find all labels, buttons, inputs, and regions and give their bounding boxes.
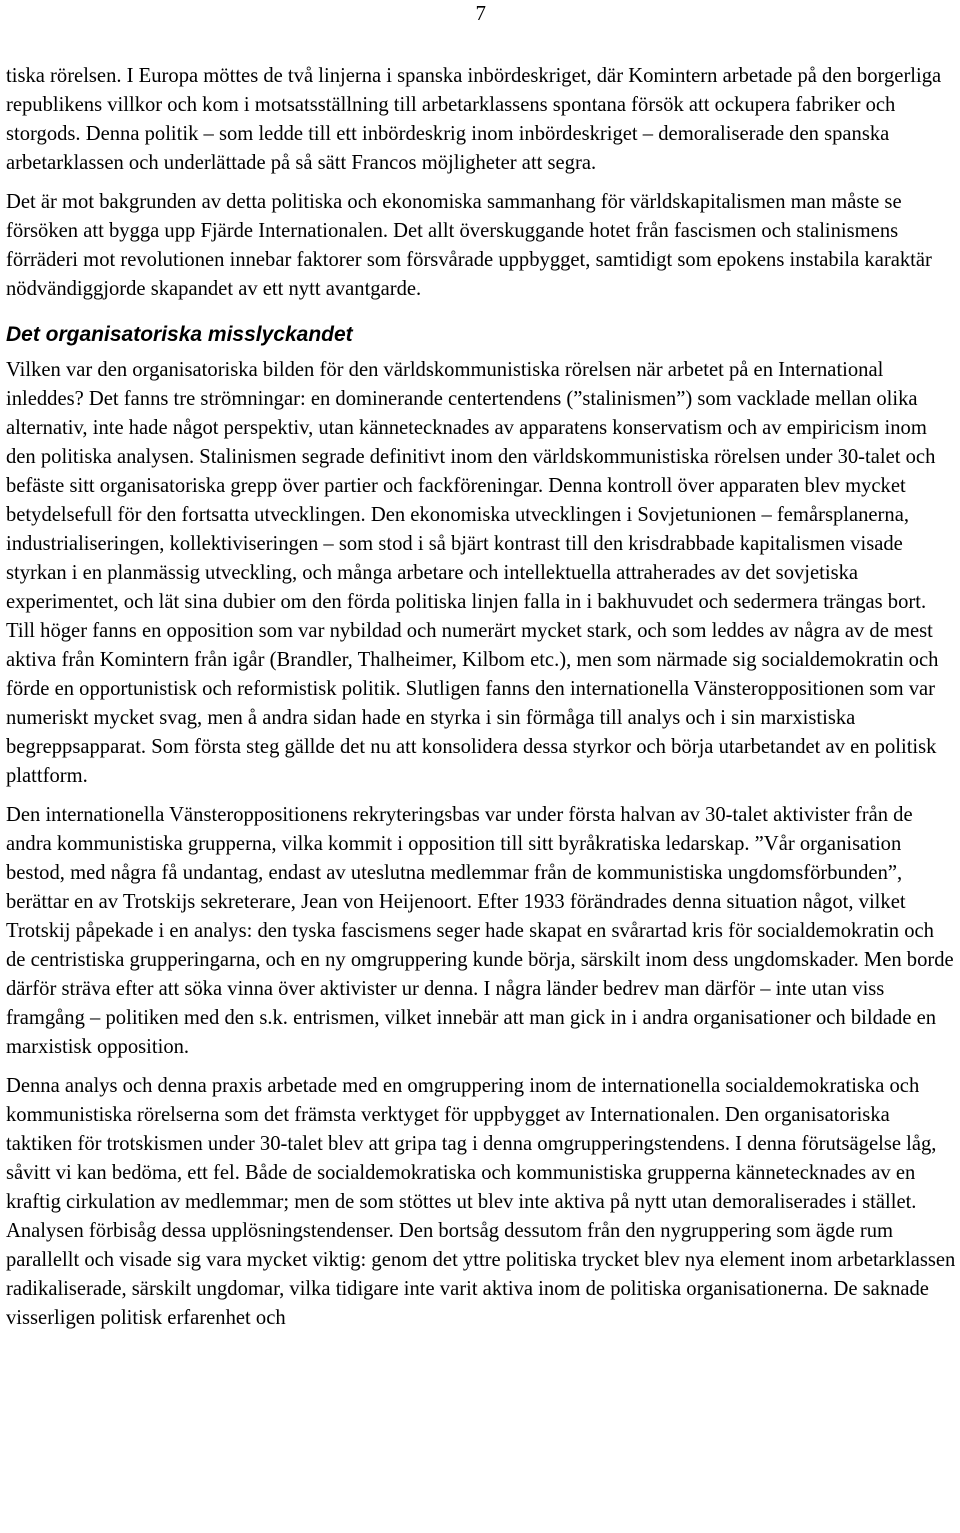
paragraph: Vilken var den organisatoriska bilden för den världskommunistiska rörelsen när arbetet på en International inleddes? Det fanns tre strömningar: en dominerande centertendens (”stalinismen”) som vacklade mellan olika alternativ, inte hade något perspektiv, utan kännetecknades av apparatens konservatism och av empiricism inom den politiska analysen. Stalinismen segrade definitivt inom den världskommunistiska rörelsen under 30-talet och befäste sitt organisatoriska grepp över partier och fackföreningar. Denna kontroll över apparaten blev mycket betydelsefull för den fortsatta utvecklingen. Den ekonomiska utvecklingen i Sovjetunionen – femårsplanerna, industrialiseringen, kollektiviseringen – som stod i så bjärt kontrast till den krisdrabbade kapitalismen visade styrkan i en planmässig utveckling, och många arbetare och intellektuella attraherades av det sovjetiska experimentet, och lät sina dubier om den förda politiska linjen falla in i bakhuvudet och sedermera trängas bort. Till höger fanns en opposition som var nybildad och numerärt mycket stark, och som leddes av några av de mest aktiva från Komintern från igår (Brandler, Thalheimer, Kilbom etc.), men som närmade sig socialdemokratin och förde en opportunistisk och reformistisk politik. Slutligen fanns den internationella Vänsteroppositionen som var numeriskt mycket svag, men å andra sidan hade en styrka i sin förmåga till analys och i sin marxistiska begreppsapparat. Som första steg gällde det nu att konsolidera dessa styrkor och börja utarbetandet av en politisk plattform. xyxy=(6,359,939,787)
paragraph: Denna analys och denna praxis arbetade med en omgruppering inom de internationella socialdemokratiska och kommunistiska rörelserna som det främsta verktyget för uppbygget av Internationalen. Den organisatoriska taktiken för trotskismen under 30-talet blev att gripa tag i denna omgrupperingstendens. I denna förutsägelse låg, såvitt vi kan bedöma, ett fel. Både de socialdemokratiska och kommunistiska grupperna kännetecknades av en kraftig cirkulation av medlemmar; men de som stöttes ut blev inte aktiva på nytt utan demoraliserades i stället. Analysen förbisåg dessa upplösningstendenser. Den bortsåg dessutom från den nygruppering som ägde rum parallellt och visade sig vara mycket viktig: genom det yttre politiska trycket blev nya element inom arbetarklassen radikaliserade, särskilt ungdomar, vilka tidigare inte varit aktiva inom de politiska organisationerna. De saknade visserligen politisk erfarenhet och xyxy=(6,1075,956,1329)
paragraph: tiska rörelsen. I Europa möttes de två linjerna i spanska inbördeskriget, där Komintern arbetade på den borgerliga republikens villkor och kom i motsatsställning till arbetarklassens spontana försök att ockupera fabriker och storgods. Denna politik – som ledde till ett inbördeskrig inom inbördeskriget – demoraliserade den spanska arbetarklassen och underlättade på så sätt Francos möjligheter att segra. xyxy=(6,65,942,174)
section-heading: Det organisatoriska misslyckandet xyxy=(6,323,353,346)
page-number: 7 xyxy=(475,1,486,25)
paragraph: Det är mot bakgrunden av detta politiska och ekonomiska sammanhang för världskapitalismen man måste se försöken att bygga upp Fjärde Internationalen. Det allt överskuggande hotet från fascismen och stalinismens förräderi mot revolutionen innebar faktorer som försvårade uppbygget, samtidigt som epokens instabila karaktär nödvändiggjorde skapandet av ett nytt avantgarde. xyxy=(6,191,932,300)
document-body xyxy=(6,62,956,1343)
paragraph: Den internationella Vänsteroppositionens rekryteringsbas var under första halvan av 30-talet aktivister från de andra kommunistiska grupperna, vilka kommit i opposition till sitt byråkratiska ledarskap. ”Vår organisation bestod, med några få undantag, endast av uteslutna medlemmar från de kommunistiska ungdomsförbunden”, berättar en av Trotskijs sekreterare, Jean von Heijenoort. Efter 1933 förändrades denna situation något, vilket Trotskij påpekade i en analys: den tyska fascismens seger hade skapat en svårartad kris för socialdemokratin och de centristiska grupperingarna, och en ny omgruppering kunde börja, särskilt inom dess ungdomskader. Men borde därför sträva efter att söka vinna över aktivister ur denna. I några länder bedrev man därför – inte utan viss framgång – politiken med den s.k. entrismen, vilket innebär att man gick in i andra organisationer och bildade en marxistisk opposition. xyxy=(6,804,954,1058)
